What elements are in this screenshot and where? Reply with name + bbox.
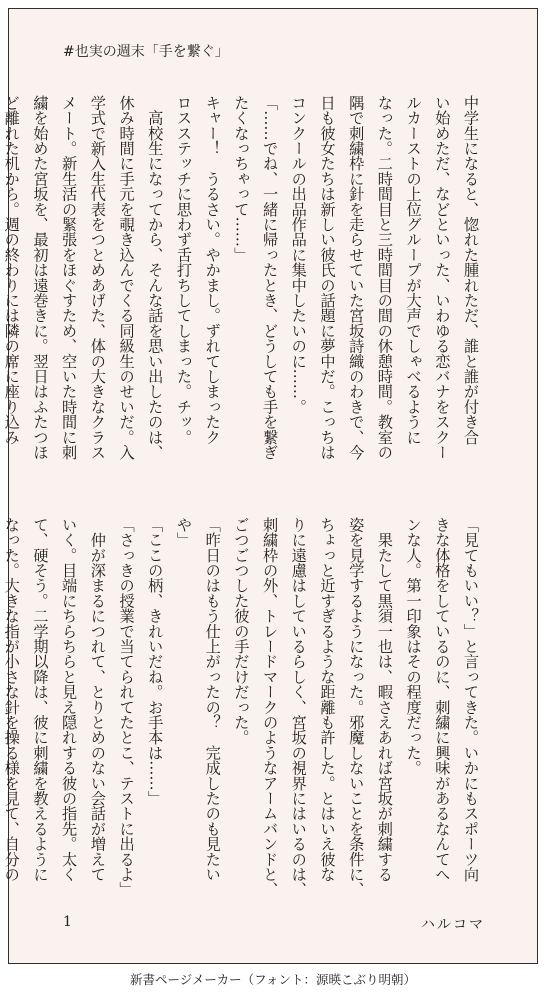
author-name: ハルコマ (421, 917, 485, 933)
page-header-hashtag: #也実の週末「手を繋ぐ」 (63, 44, 229, 60)
body-text-bottom-block: 「見てもいい？」と言ってきた。いかにもスポーツ向 きな体格をしているのに、刺繍に興味があるなんてへ ンな人。第一印象はその程度だった。 果たして黒須一也は、暇さえあれば宮坂が刺繍する 姿を見学するようになった。邪魔しないことを条件に、 ちょっと近すぎるような距離も許した。とはいえ彼な りに遠慮はしているらしく、宮坂の視界にはいるのは、 刺繍枠の外、トレードマークのようなアームバンドと、 ごつごつした彼の手だけだった。 「昨日のはもう仕上がったの？ 完成したのも見たい や」 「ここの柄、きれいだね。お手本は……」 「さっきの授業で当てられてたとこ、テストに出るよ」 仲が深まるにつれて、とりとめのない会話が増えて いく。目端にちらちらと見え隠れする彼の指先。太く て、硬そう。二学期以降は、彼に刺繍を教えるように なった。大きな指が小さな針を操る様を見て、自分の (2, 517, 480, 897)
body-text-top-block: 中学生になると、惚れた腫れただ、誰と誰が付き合 い始めただ、などといった、いわゆる恋バナをスクー ルカーストの上位グループが大声でしゃべるように なった。二時間目と三時間目の間の休憩時間。教室の 隅で刺繍枠に針を走らせていた宮坂詩織のわきで、今 日も彼女たちは新しい彼氏の話題に夢中だ。こっちは コンクールの出品作品に集中したいのに……。 「……でね、一緒に帰ったとき、どうしても手を繋ぎ たくなっちゃって……」 キャー！ うるさい。やかまし。ずれてしまったク ロスステッチに思わず舌打ちしてしまった。チッ。 高校生になってから、そんな話を思い出したのは、 休み時間に手元を覗き込んでくる同級生のせいだ。入 学式で新入生代表をつとめあげた、体の大きなクラス メート。新生活の緊張をほぐすため、空いた時間に刺 繍を始めた宮坂を、最初は遠巻きに。翌日はふたつほ ど離れた机から。週の終わりには隣の席に座り込み (2, 95, 480, 460)
generator-credit: 新書ページメーカー（フォント：源暎こぶり明朝） (129, 972, 416, 987)
book-page (2, 8, 538, 964)
page-number: 1 (63, 914, 72, 930)
